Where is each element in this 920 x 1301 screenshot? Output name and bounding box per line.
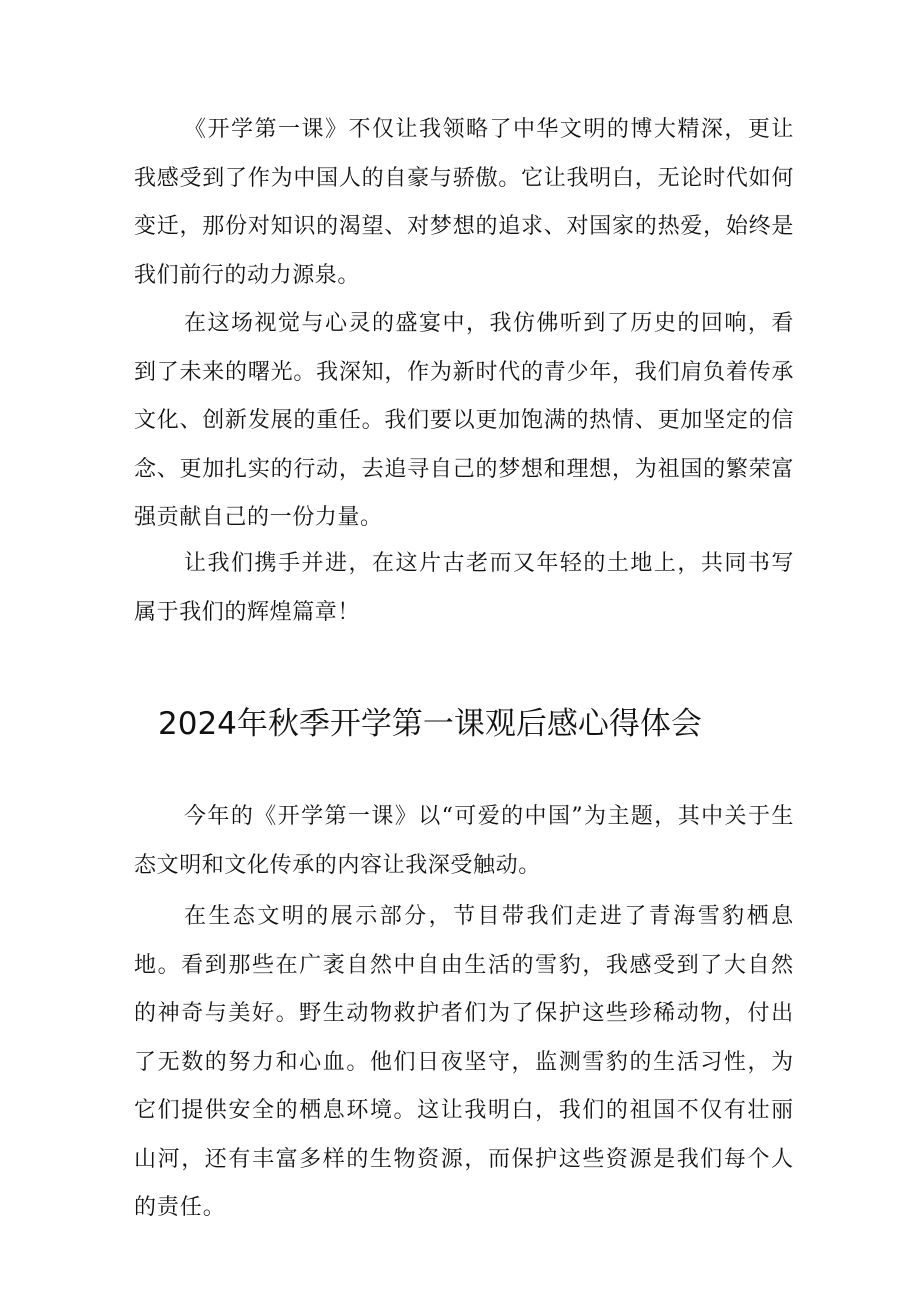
paragraph-lovely-china-theme: 今年的《开学第一课》以“可爱的中国”为主题，其中关于生态文明和文化传承的内容让我深受触动。	[134, 804, 794, 878]
section-title: 2024年秋季开学第一课观后感心得体会	[158, 706, 702, 742]
paragraph-opening-lesson-pride: 《开学第一课》不仅让我领略了中华文明的博大精深，更让我感受到了作为中国人的自豪与骄傲。它让我明白，无论时代如何变迁，那份对知识的渴望、对梦想的追求、对国家的热爱，始终是我们前行的动力源泉。	[134, 117, 794, 288]
paragraph-snow-leopard-ecology: 在生态文明的展示部分，节目带我们走进了青海雪豹栖息地。看到那些在广袤自然中自由生活的雪豹，我感受到了大自然的神奇与美好。野生动物救护者们为了保护这些珍稀动物，付出了无数的努力和心血。他们日夜坚守，监测雪豹的生活习性，为它们提供安全的栖息环境。这让我明白，我们的祖国不仅有壮丽山河，还有丰富多样的生物资源，而保护这些资源是我们每个人的责任。	[134, 904, 794, 1220]
paragraph-hand-in-hand: 让我们携手并进，在这片古老而又年轻的土地上，共同书写属于我们的辉煌篇章！	[134, 551, 794, 625]
paragraph-history-future: 在这场视觉与心灵的盛宴中，我仿佛听到了历史的回响，看到了未来的曙光。我深知，作为新时代的青少年，我们肩负着传承文化、创新发展的重任。我们要以更加饱满的热情、更加坚定的信念、更加扎实的行动，去追寻自己的梦想和理想，为祖国的繁荣富强贡献自己的一份力量。	[134, 311, 794, 530]
